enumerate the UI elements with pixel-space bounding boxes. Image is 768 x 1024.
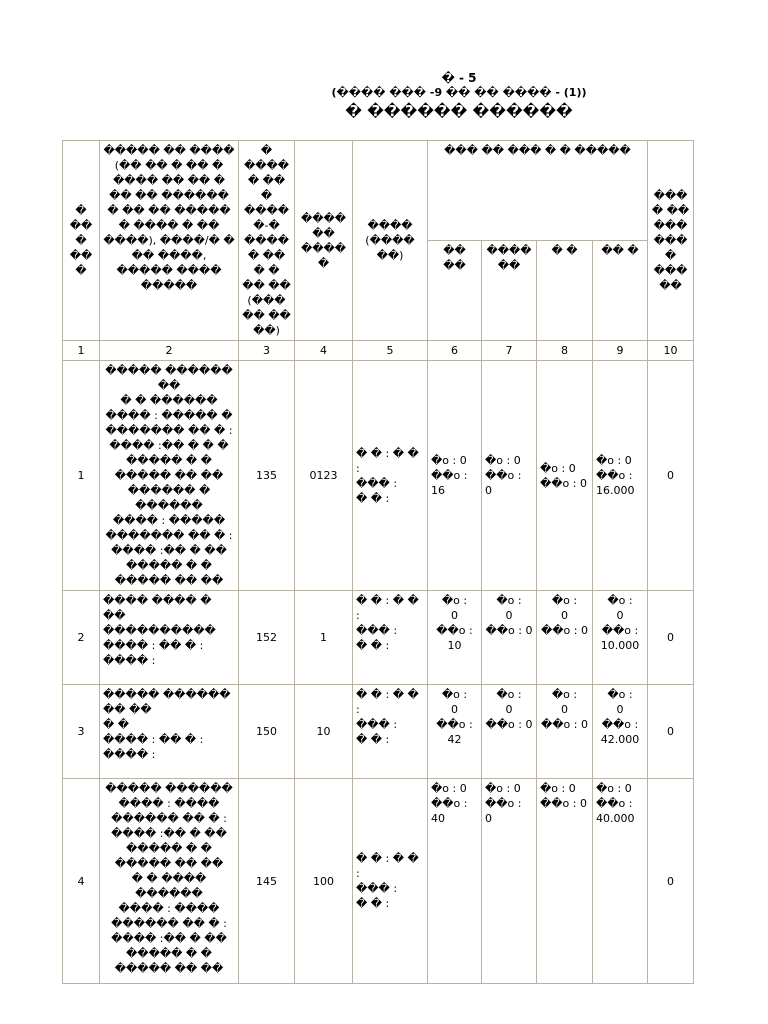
cell-col-8: �o : 0 ��o : 0 <box>537 685 593 779</box>
cell-col-10: 0 <box>648 591 694 685</box>
cell-col-9: �o : 0 ��o : 40.000 <box>593 779 648 984</box>
cell-col-7: �o : 0 ��o : 0 <box>482 361 537 591</box>
col-header-group: ��� �� ��� � � ����� <box>428 141 648 241</box>
cell-col-9: �o : 0 ��o : 16.000 <box>593 361 648 591</box>
cell-col-6: �o : 0 ��o : 10 <box>428 591 482 685</box>
column-number-row <box>63 341 694 361</box>
cell-col-3: 145 <box>239 779 295 984</box>
col-number: 5 <box>353 341 428 361</box>
col-number: 10 <box>648 341 694 361</box>
col-header-5: ���� (���� ��) <box>353 141 428 341</box>
col-header-10: ���� �� ������� ����� <box>648 141 694 341</box>
cell-col-4: 1 <box>295 591 353 685</box>
cell-col-6: �o : 0 ��o : 40 <box>428 779 482 984</box>
col-header-8: � � <box>537 241 593 341</box>
cell-col-9: �o : 0 ��o : 42.000 <box>593 685 648 779</box>
col-header-6: �� �� <box>428 241 482 341</box>
record-description: ����� ������ �� �� � � ���� : �� � : ���� : <box>100 685 239 779</box>
col-number: 3 <box>239 341 295 361</box>
register-table <box>62 140 694 984</box>
form-reference: (���� ��� -9 �� �� ���� - (1)) <box>331 86 587 99</box>
col-number: 7 <box>482 341 537 361</box>
col-number: 9 <box>593 341 648 361</box>
cell-col-8: �o : 0 ��o : 0 <box>537 361 593 591</box>
table-row <box>63 779 694 984</box>
form-number: � - 5 <box>441 71 477 85</box>
cell-col-5: � � : � � : ��� : � � : <box>353 361 428 591</box>
serial-number: 4 <box>63 779 100 984</box>
cell-col-8: �o : 0 ��o : 0 <box>537 591 593 685</box>
col-number: 6 <box>428 341 482 361</box>
table-row <box>63 361 694 591</box>
cell-col-3: 135 <box>239 361 295 591</box>
cell-col-7: �o : 0 ��o : 0 <box>482 591 537 685</box>
cell-col-9: �o : 0 ��o : 10.000 <box>593 591 648 685</box>
col-number: 1 <box>63 341 100 361</box>
cell-col-3: 150 <box>239 685 295 779</box>
cell-col-8: �o : 0 ��o : 0 <box>537 779 593 984</box>
col-header-3: � ����� �� � �����-� ����� �� � � �� �� (����� �� ��) <box>239 141 295 341</box>
document-title: � ������ ������ <box>345 102 573 120</box>
cell-col-4: 0123 <box>295 361 353 591</box>
col-header-serial: � ��� ��� <box>63 141 100 341</box>
col-header-7: ���� �� <box>482 241 537 341</box>
col-header-4: ���� �� ����� <box>295 141 353 341</box>
record-description: ����� ������ ���� : ���� ������ �� � : ���� :�� � �� ����� � � ����� �� �� � � ���� ������ ���� : ���� ������ �� � : ���� :�� � �� ����� � � ����� �� �� <box>100 779 239 984</box>
col-number: 4 <box>295 341 353 361</box>
cell-col-5: � � : � � : ��� : � � : <box>353 685 428 779</box>
record-description: ���� ���� � �� ���������� ���� : �� � : ���� : <box>100 591 239 685</box>
col-number: 2 <box>100 341 239 361</box>
serial-number: 1 <box>63 361 100 591</box>
cell-col-5: � � : � � : ��� : � � : <box>353 591 428 685</box>
cell-col-6: �o : 0 ��o : 16 <box>428 361 482 591</box>
col-number: 8 <box>537 341 593 361</box>
cell-col-10: 0 <box>648 779 694 984</box>
col-header-9: �� � <box>593 241 648 341</box>
col-header-description: ����� �� ���� (�� �� � �� � ���� �� �� � �� �� ������ � �� �� ����� � ���� � �� ����), ����/� � �� ����, ����� ���� ����� <box>100 141 239 341</box>
cell-col-10: 0 <box>648 685 694 779</box>
serial-number: 2 <box>63 591 100 685</box>
table-row <box>63 591 694 685</box>
serial-number: 3 <box>63 685 100 779</box>
cell-col-5: � � : � � : ��� : � � : <box>353 779 428 984</box>
cell-col-7: �o : 0 ��o : 0 <box>482 779 537 984</box>
cell-col-10: 0 <box>648 361 694 591</box>
cell-col-6: �o : 0 ��o : 42 <box>428 685 482 779</box>
cell-col-4: 10 <box>295 685 353 779</box>
table-row <box>63 685 694 779</box>
cell-col-7: �o : 0 ��o : 0 <box>482 685 537 779</box>
cell-col-3: 152 <box>239 591 295 685</box>
record-description: ����� ������ �� � � ������ ���� : ����� � ������� �� � : ���� :�� � � � ����� � � ����� �� �� ������ � ������ ���� : ����� ������� �� � : ���� :�� � �� ����� � � ����� �� �� <box>100 361 239 591</box>
cell-col-4: 100 <box>295 779 353 984</box>
